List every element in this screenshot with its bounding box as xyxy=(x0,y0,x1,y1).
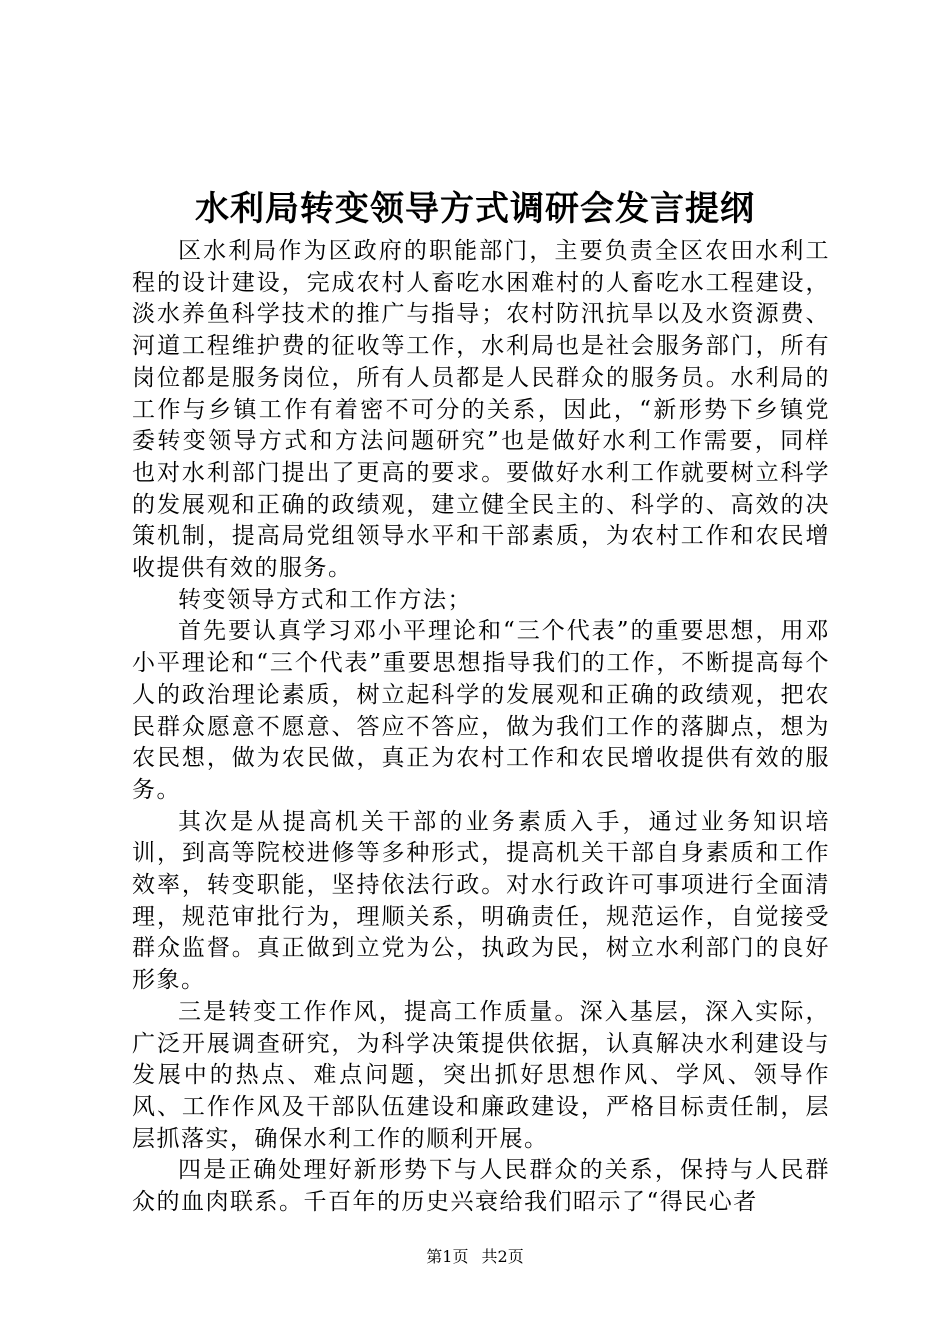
page-number-current: 第1页 xyxy=(426,1247,469,1266)
paragraph: 区水利局作为区政府的职能部门，主要负责全区农田水利工程的设计建设，完成农村人畜吃水困难村的人畜吃水工程建设，淡水养鱼科学技术的推广与指导；农村防汛抗旱以及水资源费、河道工程维护费的征收等工作，水利局也是社会服务部门，所有岗位都是服务岗位，所有人员都是人民群众的服务员。水利局的工作与乡镇工作有着密不可分的关系，因此，“新形势下乡镇党委转变领导方式和方法问题研究”也是做好水利工作需要，同样也对水利部门提出了更高的要求。要做好水利工作就要树立科学的发展观和正确的政绩观，建立健全民主的、科学的、高效的决策机制，提高局党组领导水平和干部素质，为农村工作和农民增收提供有效的服务。 xyxy=(132,238,830,582)
paragraph: 首先要认真学习邓小平理论和“三个代表”的重要思想，用邓小平理论和“三个代表”重要思想指导我们的工作，不断提高每个人的政治理论素质，树立起科学的发展观和正确的政绩观，把农民群众愿意不愿意、答应不答应，做为我们工作的落脚点，想为农民想，做为农民做，真正为农村工作和农民增收提供有效的服务。 xyxy=(132,618,830,803)
page-footer xyxy=(0,1246,950,1268)
paragraph: 三是转变工作作风，提高工作质量。深入基层，深入实际，广泛开展调查研究，为科学决策提供依据，认真解决水利建设与发展中的热点、难点问题，突出抓好思想作风、学风、领导作风、工作作风及干部队伍建设和廉政建设，严格目标责任制，层层抓落实，确保水利工作的顺利开展。 xyxy=(132,998,830,1152)
document-body xyxy=(132,236,830,1219)
page-number-total: 共2页 xyxy=(481,1247,524,1266)
paragraph: 四是正确处理好新形势下与人民群众的关系，保持与人民群众的血肉联系。千百年的历史兴衰给我们昭示了“得民心者 xyxy=(132,1157,830,1216)
document-title: 水利局转变领导方式调研会发言提纲 xyxy=(195,189,755,229)
paragraph: 其次是从提高机关干部的业务素质入手，通过业务知识培训，到高等院校进修等多种形式，提高机关干部自身素质和工作效率，转变职能，坚持依法行政。对水行政许可事项进行全面清理，规范审批行为，理顺关系，明确责任，规范运作，自觉接受群众监督。真正做到立党为公，执政为民，树立水利部门的良好形象。 xyxy=(132,808,830,994)
paragraph: 转变领导方式和工作方法； xyxy=(178,586,472,613)
